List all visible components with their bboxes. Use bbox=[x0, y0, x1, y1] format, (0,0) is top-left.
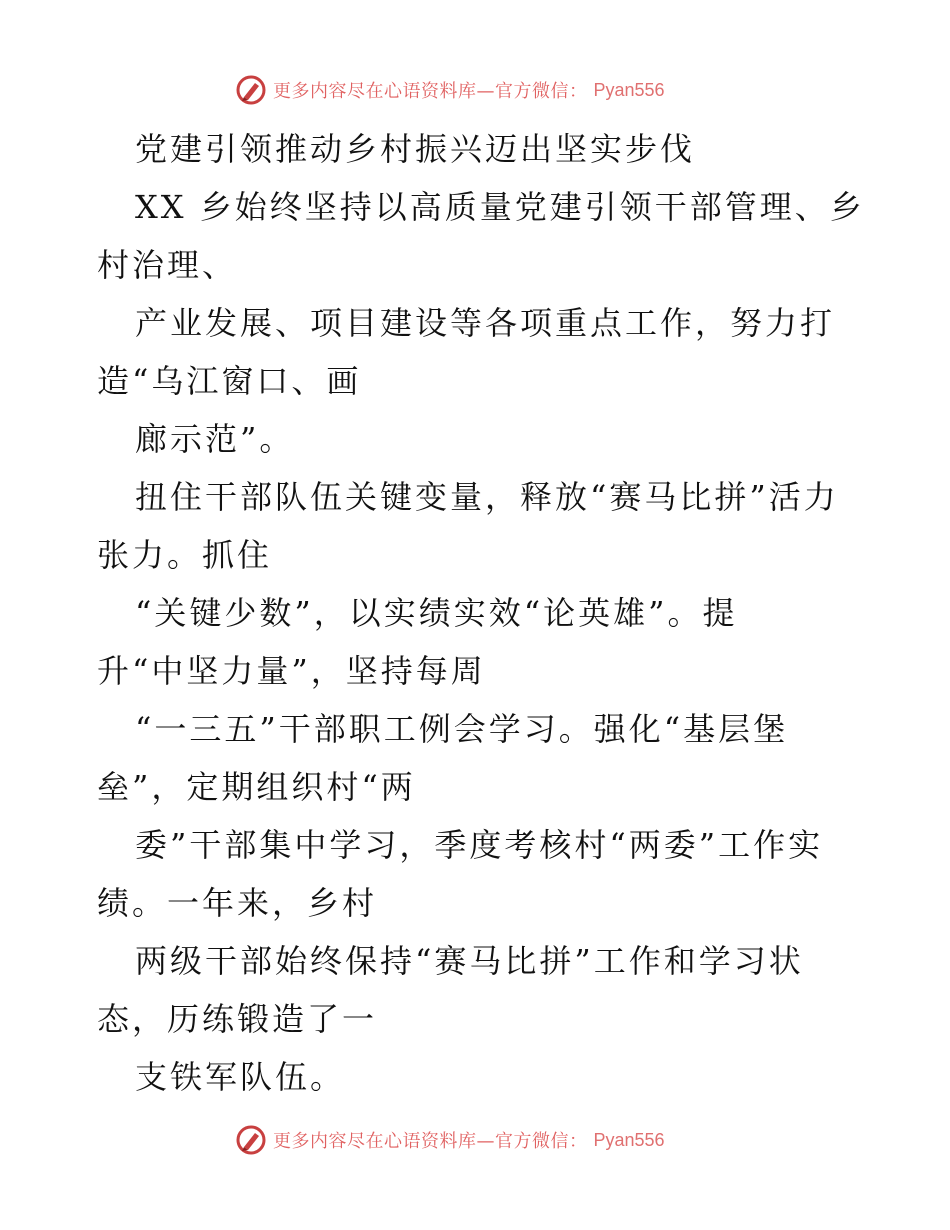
paragraph-line: 绩。一年来，乡村 bbox=[97, 884, 378, 922]
watermark-account: Pyan556 bbox=[593, 1129, 665, 1150]
paragraph-line: 态，历练锻造了一 bbox=[97, 1000, 378, 1038]
paragraph-line: 支铁军队伍。 bbox=[135, 1058, 346, 1096]
paragraph-line: 扭住干部队伍关键变量，释放“赛马比拼”活力 bbox=[135, 478, 839, 516]
paragraph-line: 垒”，定期组织村“两 bbox=[97, 768, 416, 806]
paragraph-line: 造“乌江窗口、画 bbox=[97, 362, 362, 400]
paragraph-line: 村治理、 bbox=[97, 246, 238, 284]
paragraph-line: “一三五”干部职工例会学习。强化“基层堡 bbox=[135, 710, 789, 748]
pen-circle-icon bbox=[235, 1124, 267, 1156]
paragraph-line: 两级干部始终保持“赛马比拼”工作和学习状 bbox=[135, 942, 804, 980]
paragraph-line: “关键少数”，以实绩实效“论英雄”。提 bbox=[135, 594, 738, 632]
header-watermark bbox=[235, 72, 665, 108]
document-body bbox=[97, 120, 865, 1106]
paragraph-line: 升“中坚力量”，坚持每周 bbox=[97, 652, 486, 690]
paragraph-line: XX 乡始终坚持以高质量党建引领干部管理、乡 bbox=[135, 188, 865, 226]
paragraph-line: 张力。抓住 bbox=[97, 536, 273, 574]
document-title: 党建引领推动乡村振兴迈出坚实步伐 bbox=[135, 130, 696, 168]
watermark-account: Pyan556 bbox=[593, 79, 665, 100]
footer-watermark bbox=[235, 1122, 665, 1158]
pen-circle-icon bbox=[235, 74, 267, 106]
watermark-text: 更多内容尽在心语资料库—官方微信： bbox=[273, 1131, 588, 1152]
paragraph-line: 廊示范”。 bbox=[135, 420, 295, 458]
paragraph-line: 委”干部集中学习，季度考核村“两委”工作实 bbox=[135, 826, 824, 864]
paragraph-line: 产业发展、项目建设等各项重点工作，努力打 bbox=[135, 304, 836, 342]
watermark-text: 更多内容尽在心语资料库—官方微信： bbox=[273, 81, 588, 102]
